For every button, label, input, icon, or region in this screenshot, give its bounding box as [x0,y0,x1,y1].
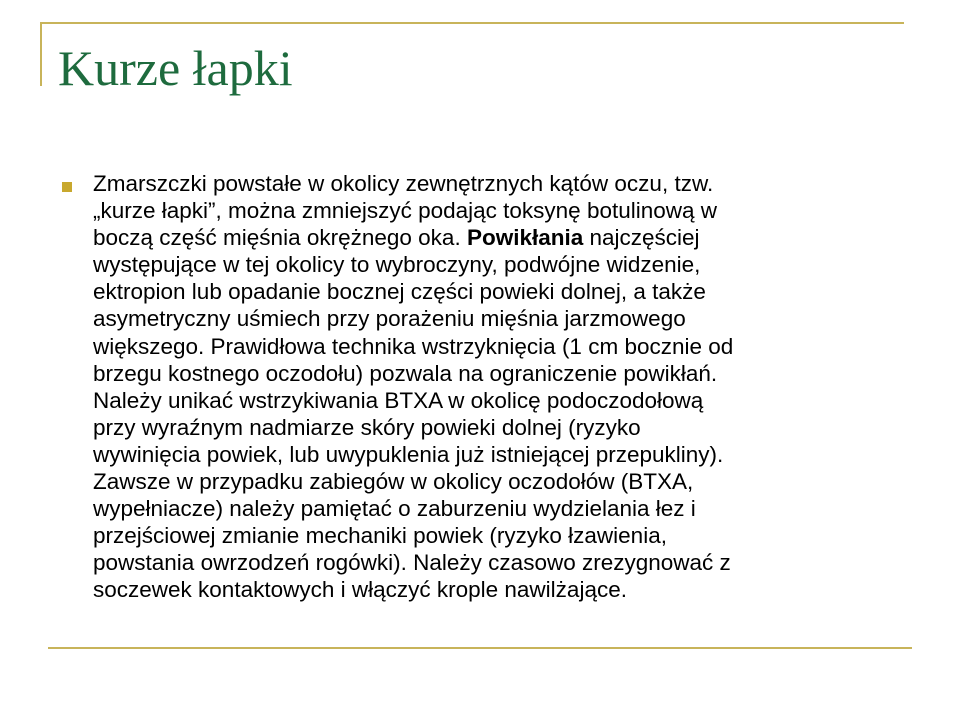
text-line: przejściowej zmianie mechaniki powiek (ryzyko łzawienia, [93,523,667,549]
text-line: asymetryczny uśmiech przy porażeniu mięśnia jarzmowego [93,306,686,332]
bullet-paragraph [93,170,901,604]
bold-term-powiklania: Powikłania [466,225,584,251]
text-line: powstania owrzodzeń rogówki). Należy czasowo zrezygnować z [93,550,731,576]
text-line [93,224,901,251]
text-line: wypełniacze) należy pamiętać o zaburzeniu wydzielania łez i [93,496,696,522]
text-line: „kurze łapki”, można zmniejszyć podając toksynę botulinową w [93,198,718,224]
slide-title: Kurze łapki [58,40,293,96]
square-bullet-icon [62,182,72,192]
text-line: brzegu kostnego oczodołu) pozwala na ograniczenie powikłań. [93,360,718,386]
text-line: większego. Prawidłowa technika wstrzyknięcia (1 cm bocznie od [93,333,734,359]
bottom-rule [48,647,912,649]
text-line: występujące w tej okolicy to wybroczyny, podwójne widzenie, [93,252,701,278]
text-segment: najczęściej [583,225,700,251]
top-rule [40,22,904,24]
text-line: wywinięcia powiek, lub uwypuklenia już istniejącej przepukliny). [93,441,724,467]
text-segment: boczą część mięśnia okrężnego oka. [93,225,467,251]
text-line: przy wyraźnym nadmiarze skóry powieki dolnej (ryzyko [93,414,641,440]
text-line: Zawsze w przypadku zabiegów w okolicy oczodołów (BTXA, [93,469,694,495]
text-line: soczewek kontaktowych i włączyć krople nawilżające. [93,577,627,603]
left-rule [40,22,42,86]
text-line: Należy unikać wstrzykiwania BTXA w okolicę podoczodołową [93,387,704,413]
text-line: Zmarszczki powstałe w okolicy zewnętrznych kątów oczu, tzw. [93,171,714,196]
text-line: ektropion lub opadanie bocznej części powieki dolnej, a także [93,279,706,305]
